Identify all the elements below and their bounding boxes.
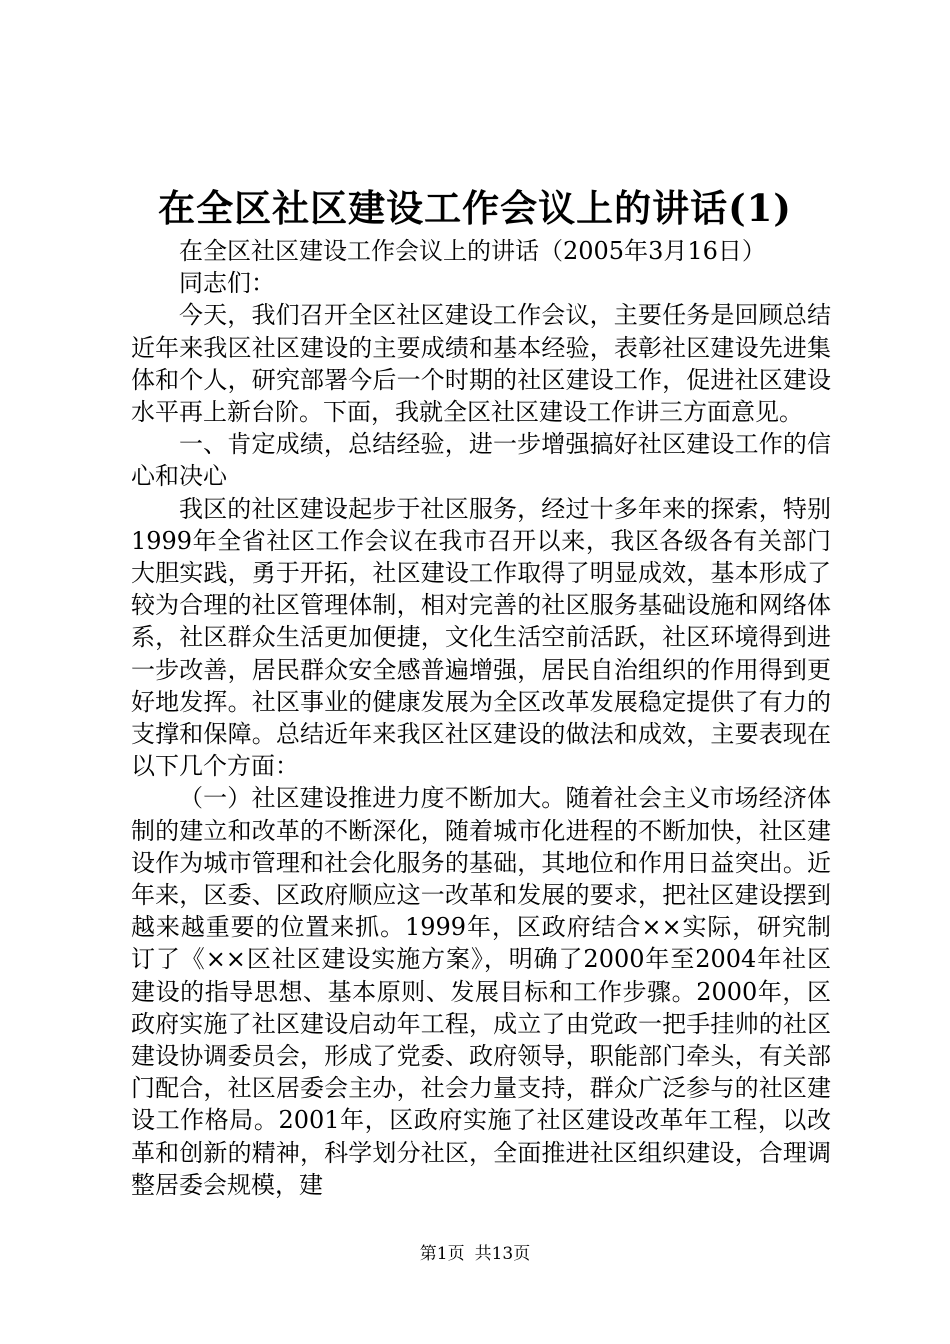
section-heading-paragraph: 一、肯定成绩，总结经验，进一步增强搞好社区建设工作的信心和决心	[131, 430, 831, 491]
page-number: 第1页	[419, 1244, 465, 1264]
body-paragraph: （一）社区建设推进力度不断加大。随着社会主义市场经济体制的建立和改革的不断深化，随着城市化进程的不断加快，社区建设作为城市管理和社会化服务的基础，其地位和作用日益突出。近年来，区委、区政府顺应这一改革和发展的要求，把社区建设摆到越来越重要的位置来抓。1999年，区政府结合××实际，研究制订了《××区社区建设实施方案》，明确了2000年至2004年社区建设的指导思想、基本原则、发展目标和工作步骤。2000年，区政府实施了社区建设启动年工程，成立了由党政一把手挂帅的社区建设协调委员会，形成了党委、政府领导，职能部门牵头，有关部门配合，社区居委会主办，社会力量支持，群众广泛参与的社区建设工作格局。2001年，区政府实施了社区建设改革年工程，以改革和创新的精神，科学划分社区，全面推进社区组织建设，合理调整居委会规模，建	[131, 784, 831, 1199]
speech-heading-paragraph: 在全区社区建设工作会议上的讲话（2005年3月16日）	[179, 237, 766, 265]
document-title: 在全区社区建设工作会议上的讲话(1)	[158, 186, 792, 230]
page-total: 共13页	[474, 1244, 531, 1264]
page-footer	[0, 1243, 950, 1265]
document-body	[131, 235, 831, 1201]
intro-paragraph: 今天，我们召开全区社区建设工作会议，主要任务是回顾总结近年来我区社区建设的主要成绩和基本经验，表彰社区建设先进集体和个人，研究部署今后一个时期的社区建设工作，促进社区建设水平再上新台阶。下面，我就全区社区建设工作讲三方面意见。	[131, 301, 831, 427]
body-paragraph: 我区的社区建设起步于社区服务，经过十多年来的探索，特别1999年全省社区工作会议在我市召开以来，我区各级各有关部门大胆实践，勇于开拓，社区建设工作取得了明显成效，基本形成了较为合理的社区管理体制，相对完善的社区服务基础设施和网络体系，社区群众生活更加便捷，文化生活空前活跃，社区环境得到进一步改善，居民群众安全感普遍增强，居民自治组织的作用得到更好地发挥。社区事业的健康发展为全区改革发展稳定提供了有力的支撑和保障。总结近年来我区社区建设的做法和成效，主要表现在以下几个方面：	[131, 494, 831, 781]
salutation-paragraph: 同志们：	[179, 269, 275, 298]
